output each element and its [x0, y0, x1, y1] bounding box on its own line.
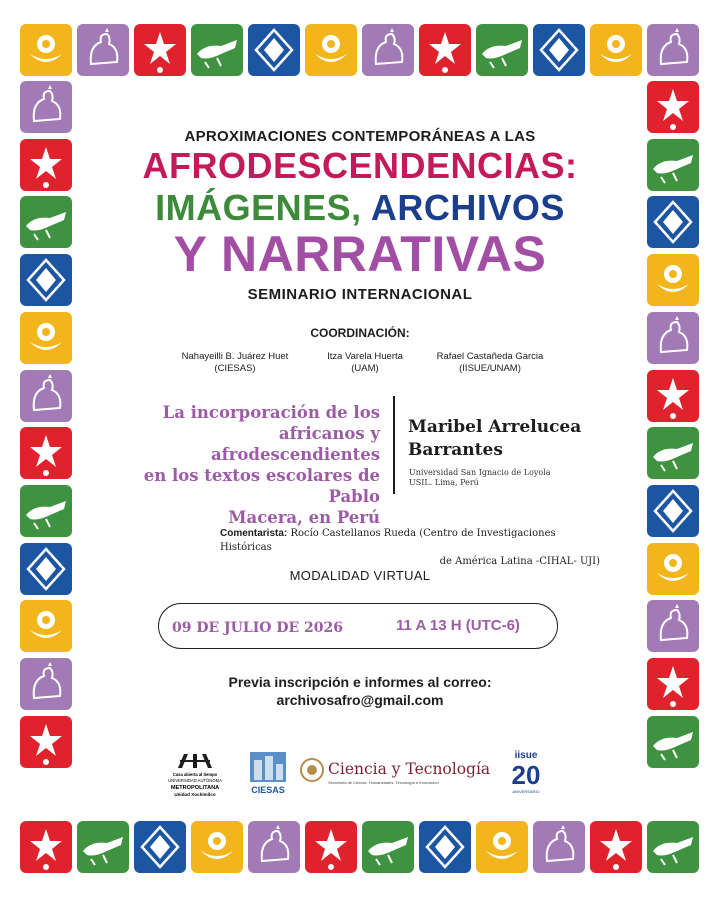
border-tile [533, 821, 585, 873]
sc-title: Ciencia y Tecnología [328, 760, 490, 778]
border-tile [647, 427, 699, 479]
uam-text-4: Unidad Xochimilco [174, 792, 216, 797]
coordination-label: COORDINACIÓN: [310, 326, 410, 340]
star-icon [305, 821, 357, 873]
coordinator-name: Rafael Castañeda Garcia [436, 351, 544, 362]
border-tile [647, 716, 699, 768]
sc-subtitle: Secretaría de Ciencia, Humanidades, Tecnología e Innovación [328, 780, 439, 785]
border-tile [20, 600, 72, 652]
event-time: 11 A 13 H (UTC-6) [396, 617, 520, 634]
ciesas-text: CIESAS [251, 785, 285, 795]
border-tile [305, 821, 357, 873]
border-tile [248, 24, 300, 76]
border-tile [590, 24, 642, 76]
commentator-line1: Rocío Castellanos Rueda (Centro de Investigaciones Históricas [220, 528, 556, 553]
sun-moon-icon [590, 24, 642, 76]
sun-moon-icon [476, 821, 528, 873]
iisue-number: 20 [511, 760, 541, 790]
star-icon [134, 24, 186, 76]
border-tile [647, 81, 699, 133]
star-icon [647, 370, 699, 422]
title-imagenes: IMÁGENES, [155, 187, 362, 228]
title-line-2 [0, 187, 720, 228]
star-icon [20, 427, 72, 479]
commentator [220, 527, 600, 569]
registration-email[interactable]: archivosafro@gmail.com [276, 692, 444, 708]
border-tile [305, 24, 357, 76]
ciencia-tecnologia-logo [298, 756, 490, 788]
border-tile [647, 24, 699, 76]
commentator-label: Comentarista: [220, 528, 288, 539]
border-tile [248, 821, 300, 873]
talk-title [118, 402, 380, 528]
uam-text-2: UNIVERSIDAD AUTÓNOMA [168, 778, 222, 783]
modality: MODALIDAD VIRTUAL [289, 568, 431, 583]
coordinator-name: Nahayeilli B. Juárez Huet [181, 351, 289, 362]
crocodile-icon [77, 821, 129, 873]
crocodile-icon [647, 716, 699, 768]
pretitle: APROXIMACIONES CONTEMPORÁNEAS A LAS [184, 128, 536, 145]
registration [0, 673, 720, 709]
iisue-logo [504, 748, 548, 796]
rooster-icon [533, 821, 585, 873]
border-tile [77, 821, 129, 873]
border-tile [20, 81, 72, 133]
border-tile [647, 485, 699, 537]
rooster-icon [248, 821, 300, 873]
commentator-line2: de América Latina -CIHAL- UJI) [439, 556, 600, 567]
speaker-affiliation [409, 468, 551, 488]
title-line-1: AFRODESCENDENCIAS: [142, 145, 578, 186]
uam-text-3: METROPOLITANA [170, 785, 220, 791]
sun-moon-icon [20, 24, 72, 76]
iisue-text: iisue [514, 750, 538, 761]
crocodile-icon [362, 821, 414, 873]
coordinator-org: (IISUE/UNAM) [459, 363, 521, 374]
speaker-name-line2: Barrantes [408, 440, 503, 460]
border-tile [533, 24, 585, 76]
star-icon [419, 24, 471, 76]
border-tile [419, 24, 471, 76]
rooster-icon [362, 24, 414, 76]
border-tile [20, 427, 72, 479]
border-tile [134, 24, 186, 76]
diamond-icon [533, 24, 585, 76]
rooster-icon [647, 600, 699, 652]
coordinator-name: Itza Varela Huerta [327, 351, 403, 362]
border-tile [20, 370, 72, 422]
border-tile [647, 370, 699, 422]
border-tile [419, 821, 471, 873]
border-tile [362, 24, 414, 76]
talk-title-line: Macera, en Perú [228, 508, 380, 527]
border-tile [590, 821, 642, 873]
crocodile-icon [476, 24, 528, 76]
iisue-sub: ANIVERSARIO [512, 789, 540, 794]
diamond-icon [134, 821, 186, 873]
diamond-icon [248, 24, 300, 76]
border-tile [20, 24, 72, 76]
border-tile [20, 485, 72, 537]
star-icon [647, 81, 699, 133]
event-date: 09 DE JULIO DE 2026 [172, 620, 343, 636]
crocodile-icon [20, 485, 72, 537]
star-icon [590, 821, 642, 873]
talk-title-line: africanos y afrodescendientes [210, 424, 380, 464]
speaker-name-line1: Maribel Arrelucea [408, 417, 582, 437]
vertical-divider [393, 396, 395, 494]
registration-text: Previa inscripción e informes al correo: [228, 674, 492, 690]
rooster-icon [647, 24, 699, 76]
border-tile [647, 600, 699, 652]
rooster-icon [20, 81, 72, 133]
crocodile-icon [191, 24, 243, 76]
border-tile [20, 716, 72, 768]
title-line-3: Y NARRATIVAS [173, 226, 547, 282]
border-tile [134, 821, 186, 873]
star-icon [20, 716, 72, 768]
sun-moon-icon [191, 821, 243, 873]
diamond-icon [419, 821, 471, 873]
crocodile-icon [647, 427, 699, 479]
coordinator-3 [405, 351, 575, 375]
uam-text-1: Casa abierta al tiempo [172, 772, 218, 777]
uam-logo [166, 752, 224, 804]
border-tile [77, 24, 129, 76]
border-tile [476, 821, 528, 873]
rooster-icon [20, 370, 72, 422]
border-tile [647, 821, 699, 873]
coordinator-org: (UAM) [351, 363, 379, 374]
speaker-name [408, 416, 581, 462]
coordinator-org: (CIESAS) [214, 363, 256, 374]
affiliation-line1: Universidad San Ignacio de Loyola [409, 468, 551, 477]
border-tile [191, 821, 243, 873]
border-tile [191, 24, 243, 76]
border-tile [362, 821, 414, 873]
sun-moon-icon [20, 600, 72, 652]
title-archivos: ARCHIVOS [370, 187, 565, 228]
rooster-icon [77, 24, 129, 76]
border-tile [20, 821, 72, 873]
event-subtitle: SEMINARIO INTERNACIONAL [247, 286, 473, 303]
affiliation-line2: USIL. Lima, Perú [409, 478, 479, 487]
talk-title-line: en los textos escolares de Pablo [143, 466, 380, 506]
sun-moon-icon [305, 24, 357, 76]
crocodile-icon [647, 821, 699, 873]
diamond-icon [647, 485, 699, 537]
ciesas-logo [248, 750, 288, 796]
talk-title-line: La incorporación de los [162, 403, 380, 422]
star-icon [20, 821, 72, 873]
border-tile [476, 24, 528, 76]
